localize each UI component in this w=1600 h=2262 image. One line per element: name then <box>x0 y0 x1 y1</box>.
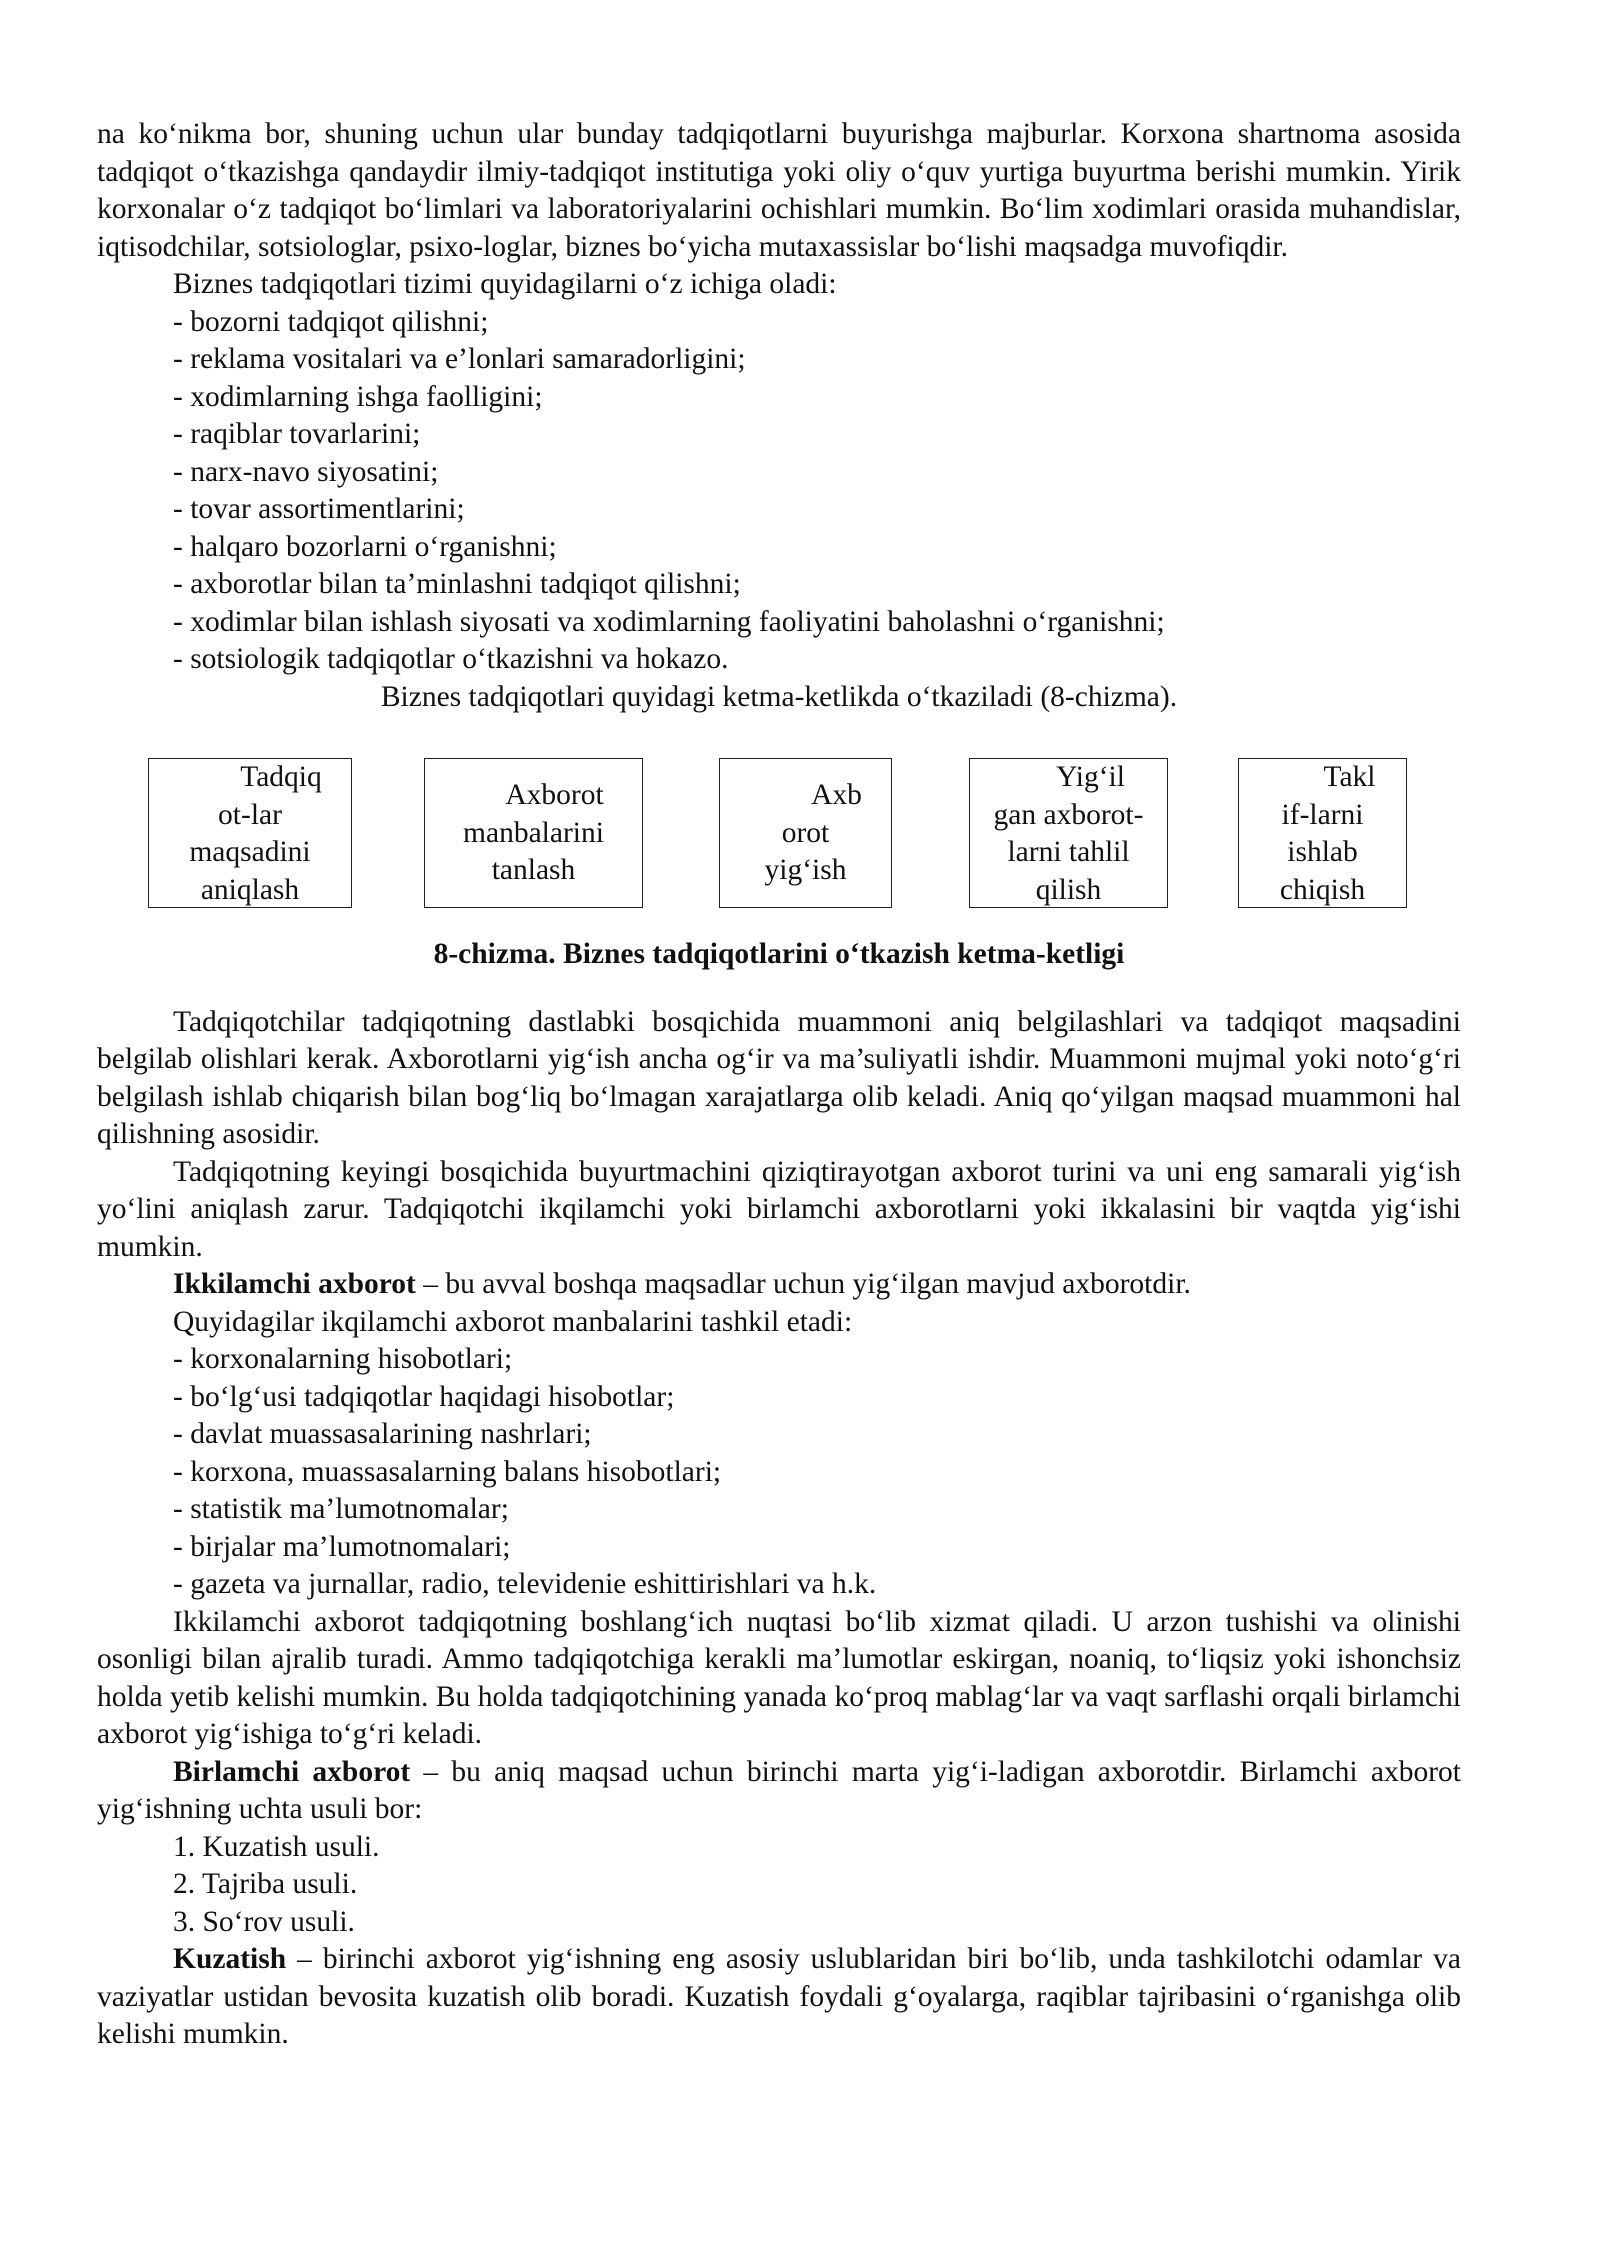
box-line: Axb <box>811 779 862 811</box>
box-line: maqsadini <box>189 836 311 868</box>
list-item: - axborotlar bilan ta’minlashni tadqiqot qilishni; <box>173 568 741 600</box>
list-item: 2. Tajriba usuli. <box>173 1868 358 1900</box>
secondary-def-text: – bu avval boshqa maqsadlar uchun yig‘ilgan mavjud axborotdir. <box>415 1268 1191 1300</box>
box-line: tanlash <box>491 854 576 886</box>
list-item: - davlat muassasalarining nashrlari; <box>173 1418 592 1450</box>
list-item: - narx-navo siyosatini; <box>173 455 439 488</box>
list-item: - raqiblar tovarlarini; <box>173 418 421 450</box>
sources-list <box>97 1341 1461 1604</box>
list-item: - sotsiologik tadqiqotlar o‘tkazishni va hokazo. <box>173 643 729 675</box>
box-line: Takl <box>1323 761 1376 793</box>
list-item: - bozorni tadqiqot qilishni; <box>173 305 489 338</box>
system-list-intro: Biznes tadqiqotlari tizimi quyidagilarni o‘z ichiga oladi: <box>173 268 837 300</box>
diagram-box-4 <box>969 758 1168 908</box>
sequence-intro: Biznes tadqiqotlari quyidagi ketma-ketlikda o‘tkaziladi (8-chizma). <box>380 680 1178 713</box>
system-list <box>97 304 1461 679</box>
box-line: Tadqiq <box>240 761 322 793</box>
diagram-box-5 <box>1238 758 1407 908</box>
box-line: larni tahlil <box>1007 836 1130 868</box>
primary-term: Birlamchi axborot <box>173 1755 411 1788</box>
box-line: if-larni <box>1281 798 1364 831</box>
box-line: Axborot <box>505 779 604 811</box>
list-item: - tovar assortimentlarini; <box>173 493 465 525</box>
list-item: - halqaro bozorlarni o‘rganishni; <box>173 530 557 563</box>
document-page <box>97 116 1461 2054</box>
list-item: - xodimlarning ishga faolligini; <box>173 380 543 413</box>
paragraph-secondary-info: Ikkilamchi axborot tadqiqotning boshlang‘ich nuqtasi bo‘lib xizmat qiladi. U arzon tushishi va olinishi osonligi bilan ajralib turadi. Ammo tadqiqotchiga kerakli ma’lumotlar eskirgan, noaniq, to‘liqsiz yoki ishonchsiz holda yetib kelishi mumkin. Bu holda tadqiqotchining yanada ko‘proq mablag‘lar va vaqt sarflashi orqali birlamchi axborot yig‘ishiga to‘g‘ri keladi. <box>97 1605 1461 1750</box>
list-item: - gazeta va jurnallar, radio, televidenie eshittirishlari va h.k. <box>173 1568 877 1600</box>
box-line: aniqlash <box>200 873 300 906</box>
observation-definition <box>97 1941 1461 2054</box>
list-item: - reklama vositalari va e’lonlari samaradorligini; <box>173 343 746 375</box>
diagram-box-3 <box>719 758 892 908</box>
list-item: - bo‘lg‘usi tadqiqotlar haqidagi hisobotlar; <box>173 1380 675 1413</box>
secondary-term: Ikkilamchi axborot <box>173 1268 416 1300</box>
box-line: gan axborot- <box>993 798 1144 831</box>
list-item: - statistik ma’lumotnomalar; <box>173 1493 509 1525</box>
box-line: manbalarini <box>463 816 604 849</box>
diagram-caption: 8-chizma. Biznes tadqiqotlarini o‘tkazish ketma-ketligi <box>433 938 1125 970</box>
list-item: 3. So‘rov usuli. <box>173 1905 355 1938</box>
box-line: yig‘ish <box>764 854 847 886</box>
box-line: chiqish <box>1279 873 1366 906</box>
primary-definition <box>97 1754 1461 1829</box>
sequence-diagram <box>97 736 1461 926</box>
list-item: - korxonalarning hisobotlari; <box>173 1343 513 1375</box>
list-item: - xodimlar bilan ishlash siyosati va xodimlarning faoliyatini baholashni o‘rganishni; <box>173 605 1165 638</box>
paragraph-stage-one: Tadqiqotchilar tadqiqotning dastlabki bosqichida muammoni aniq belgilashlari va tadqiqot maqsadini belgilab olishlari kerak. Axborotlarni yig‘ish ancha og‘ir va ma’suliyatli ishdir. Muammoni mujmal yoki noto‘g‘ri belgilash ishlab chiqarish bilan bog‘liq bo‘lmagan xarajatlarga olib keladi. Aniq qo‘yilgan maqsad muammoni hal qilishning asosidir. <box>97 1005 1461 1150</box>
secondary-definition <box>97 1266 1461 1304</box>
observation-term: Kuzatish <box>173 1943 287 1975</box>
box-line: qilish <box>1035 873 1102 906</box>
box-line: ishlab <box>1287 836 1358 868</box>
diagram-box-2 <box>424 758 643 908</box>
list-item: - korxona, muassasalarning balans hisobotlari; <box>173 1455 722 1488</box>
box-line: Yig‘il <box>1056 761 1125 793</box>
observation-def-text: – birinchi axborot yig‘ishning eng asosiy uslublaridan biri bo‘lib, unda tashkilotchi odamlar va vaziyatlar ustidan bevosita kuzatish olib boradi. Kuzatish foydali g‘oyalarga, raqiblar tajribasini o‘rganishga olib kelishi mumkin. <box>97 1943 1461 2050</box>
diagram-box-1 <box>148 758 352 908</box>
list-item: 1. Kuzatish usuli. <box>173 1830 380 1863</box>
methods-list <box>97 1829 1461 1942</box>
intro-paragraph: na ko‘nikma bor, shuning uchun ular bunday tadqiqotlarni buyurishga majburlar. Korxona shartnoma asosida tadqiqot o‘tkazishga qandaydir ilmiy-tadqiqot institutiga yoki oliy o‘quv yurtiga buyurtma berishi mumkin. Yirik korxonalar o‘z tadqiqot bo‘limlari va laboratoriyalarini ochishlari mumkin. Bo‘lim xodimlari orasida muhandislar, iqtisodchilar, sotsiologlar, psixo-loglar, biznes bo‘yicha mutaxassislar bo‘lishi maqsadga muvofiqdir. <box>97 118 1461 263</box>
list-item: - birjalar ma’lumotnomalari; <box>173 1530 511 1563</box>
paragraph-stage-two: Tadqiqotning keyingi bosqichida buyurtmachini qiziqtirayotgan axborot turini va uni eng samarali yig‘ish yo‘lini aniqlash zarur. Tadqiqotchi ikqilamchi yoki birlamchi axborotlarni yoki ikkalasini bir vaqtda yig‘ishi mumkin. <box>97 1155 1461 1263</box>
box-line: ot-lar <box>218 798 282 831</box>
sources-intro: Quyidagilar ikqilamchi axborot manbalarini tashkil etadi: <box>173 1305 853 1338</box>
box-line: orot <box>781 816 830 849</box>
primary-def-text: – bu aniq maqsad uchun birinchi marta yig‘i-ladigan axborotdir. Birlamchi axborot yig‘ishning uchta usuli bor: <box>97 1755 1461 1825</box>
